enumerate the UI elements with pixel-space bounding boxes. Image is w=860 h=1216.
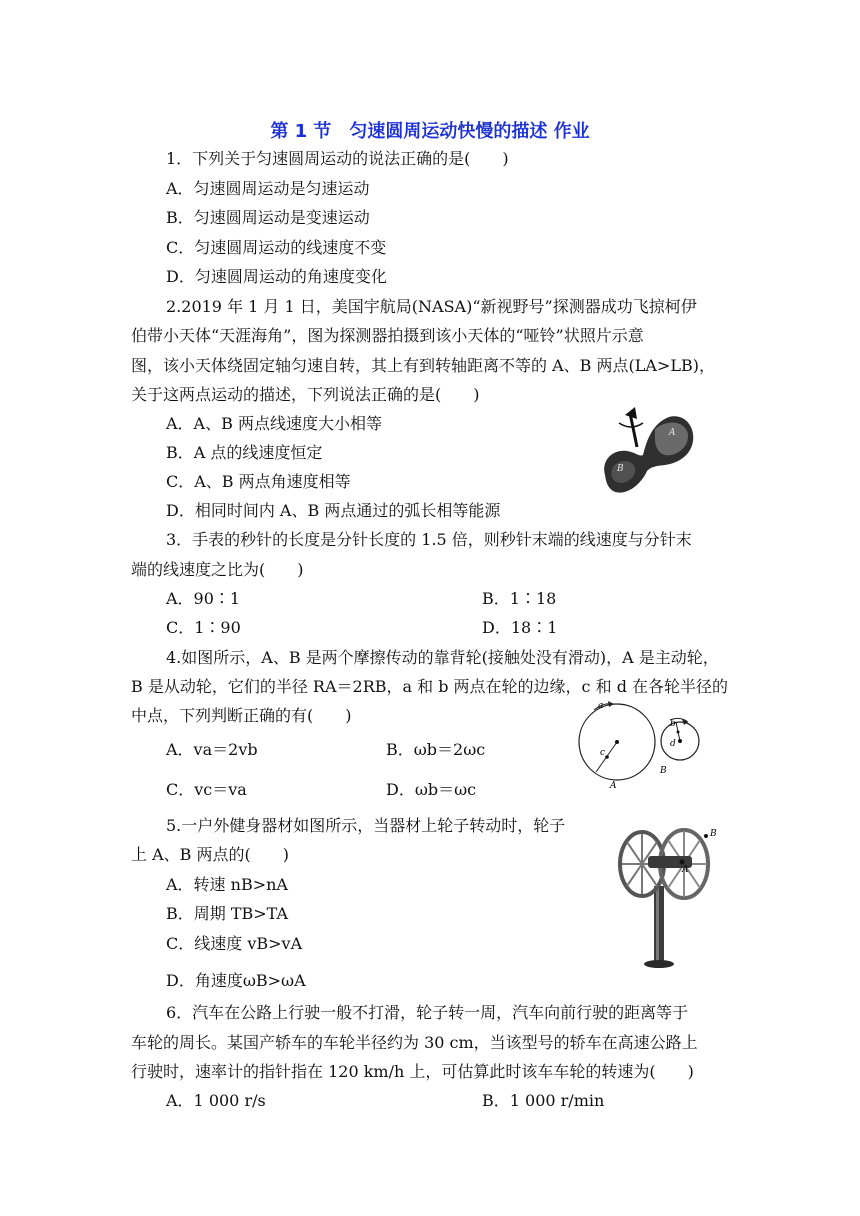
q6-option-a: A．1 000 r/s <box>166 1091 266 1110</box>
figure-label-a-point: a <box>598 701 604 711</box>
q3-option-d: D．18∶1 <box>482 618 558 637</box>
figure-label-point-a: A <box>682 865 689 875</box>
q4-stem-line: 中点，下列判断正确的有( ) <box>131 706 352 725</box>
q2-stem-line: 图，该小天体绕固定轴匀速自转，其上有到转轴距离不等的 A、B 两点(LA>LB)， <box>131 356 715 375</box>
q2-option-d: D．相同时间内 A、B 两点通过的弧长相等能源 <box>166 501 501 520</box>
q4-stem-line: B 是从动轮，它们的半径 RA＝2RB，a 和 b 两点在轮的边缘，c 和 d 在各轮半径的 <box>131 677 729 696</box>
figure-label-c-point: c <box>600 748 606 758</box>
q4-option-a: A．va＝2vb <box>166 740 258 759</box>
q1-option-d: D．匀速圆周运动的角速度变化 <box>166 267 387 286</box>
q5-option-b: B．周期 TB>TA <box>166 904 289 923</box>
figure-label-b: B <box>617 464 624 474</box>
q3-option-a: A．90∶1 <box>166 589 241 608</box>
figure-label-d-point: d <box>670 739 676 749</box>
q2-stem-line: 关于这两点运动的描述，下列说法正确的是( ) <box>131 385 480 404</box>
q6-option-b: B．1 000 r/min <box>482 1091 605 1110</box>
page-title: 第 1 节 匀速圆周运动快慢的描述 作业 <box>270 121 590 142</box>
q4-option-d: D．ωb＝ωc <box>386 780 477 799</box>
q5-option-c: C．线速度 vB>vA <box>166 934 303 953</box>
fitness-equipment-figure <box>612 826 727 971</box>
q1-option-b: B．匀速圆周运动是变速运动 <box>166 208 370 227</box>
q3-stem-line: 端的线速度之比为( ) <box>131 560 304 579</box>
q2-stem-line: 2.2019 年 1 月 1 日，美国宇航局(NASA)“新视野号”探测器成功飞掠柯伊 <box>166 297 697 316</box>
q1-option-a: A．匀速圆周运动是匀速运动 <box>166 179 370 198</box>
q4-stem-line: 4.如图所示，A、B 是两个摩擦传动的靠背轮(接触处没有滑动)，A 是主动轮， <box>166 648 719 667</box>
figure-label-a: A <box>669 428 676 438</box>
q5-option-a: A．转速 nB>nA <box>166 875 288 894</box>
friction-wheels-figure <box>574 698 704 794</box>
q3-option-b: B．1∶18 <box>482 589 557 608</box>
q1-option-c: C．匀速圆周运动的线速度不变 <box>166 238 387 257</box>
dumbbell-asteroid-figure <box>595 405 700 497</box>
q6-stem-line: 车轮的周长。某国产轿车的车轮半径约为 30 cm，当该型号的轿车在高速公路上 <box>131 1033 698 1052</box>
q2-option-b: B．A 点的线速度恒定 <box>166 443 323 462</box>
figure-label-b-point: b <box>670 719 676 729</box>
q5-option-d: D．角速度ωB>ωA <box>166 971 306 990</box>
q2-option-c: C．A、B 两点角速度相等 <box>166 472 351 491</box>
q4-option-c: C．vc＝va <box>166 780 247 799</box>
q3-option-c: C．1∶90 <box>166 618 241 637</box>
figure-label-wheel-b: B <box>660 766 667 776</box>
q5-stem-line: 5.一户外健身器材如图所示，当器材上轮子转动时，轮子 <box>166 816 566 835</box>
figure-label-point-b: B <box>710 829 717 839</box>
q4-option-b: B．ωb＝2ωc <box>386 740 486 759</box>
q6-stem-line: 行驶时，速率计的指针指在 120 km/h 上，可估算此时该车车轮的转速为( ) <box>131 1062 694 1081</box>
q2-option-a: A．A、B 两点线速度大小相等 <box>166 414 382 433</box>
q5-stem-line: 上 A、B 两点的( ) <box>131 845 289 864</box>
q1-stem: 1．下列关于匀速圆周运动的说法正确的是( ) <box>166 149 509 168</box>
q3-stem-line: 3．手表的秒针的长度是分针长度的 1.5 倍，则秒针末端的线速度与分针末 <box>166 530 692 549</box>
figure-label-wheel-a: A <box>610 781 617 791</box>
q2-stem-line: 伯带小天体“天涯海角”，图为探测器拍摄到该小天体的“哑铃”状照片示意 <box>131 326 644 345</box>
q6-stem-line: 6．汽车在公路上行驶一般不打滑，轮子转一周，汽车向前行驶的距离等于 <box>166 1003 689 1022</box>
